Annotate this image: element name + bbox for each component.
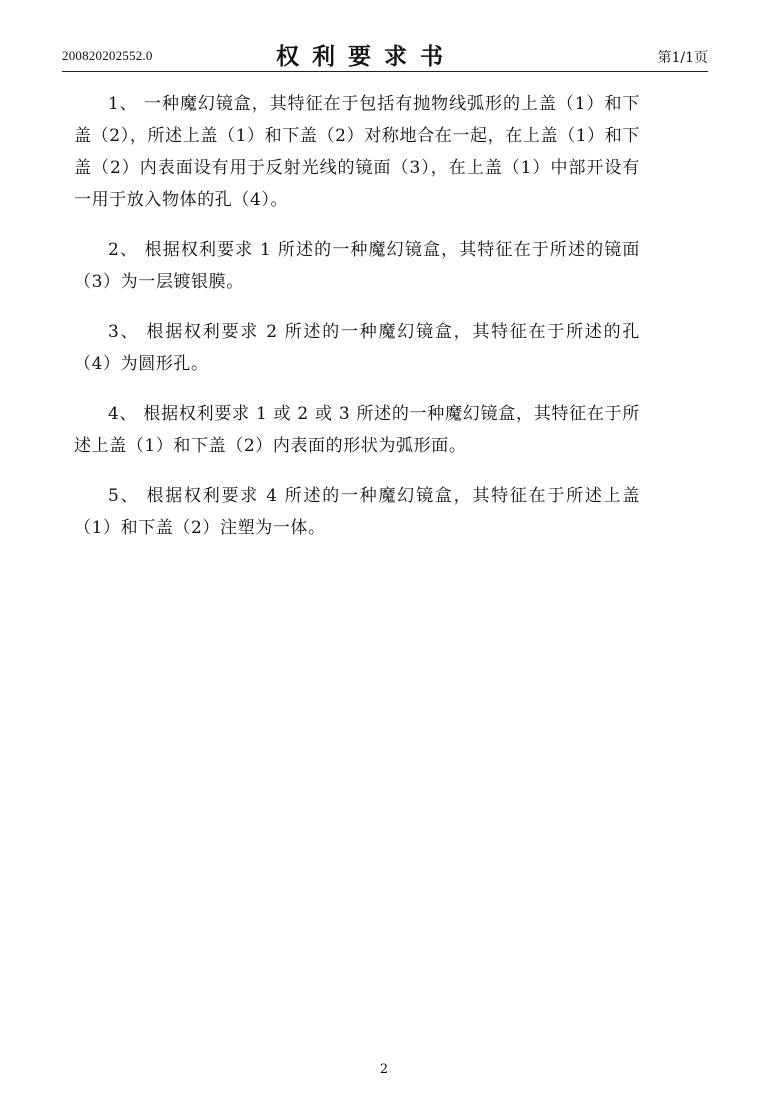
document-number: 200820202552.0 [62, 48, 153, 63]
claims-list [74, 88, 640, 562]
page-header [62, 36, 708, 70]
page-indicator: 第1/1页 [657, 50, 708, 66]
header-divider [62, 71, 708, 72]
claim-2: 2、 根据权利要求 1 所述的一种魔幻镜盒，其特征在于所述的镜面（3）为一层镀银膜。 [74, 240, 640, 292]
document-title: 权利要求书 [276, 43, 456, 70]
claim-5: 5、 根据权利要求 4 所述的一种魔幻镜盒，其特征在于所述上盖（1）和下盖（2）注塑为一体。 [74, 486, 640, 538]
footer-page-number: 2 [379, 1062, 389, 1077]
claim-4: 4、 根据权利要求 1 或 2 或 3 所述的一种魔幻镜盒，其特征在于所述上盖（1）和下盖（2）内表面的形状为弧形面。 [74, 404, 640, 456]
claim-1: 1、 一种魔幻镜盒，其特征在于包括有抛物线弧形的上盖（1）和下盖（2），所述上盖（1）和下盖（2）对称地合在一起，在上盖（1）和下盖（2）内表面设有用于反射光线的镜面（3），在上盖（1）中部开设有一用于放入物体的孔（4）。 [74, 94, 640, 210]
claim-3: 3、 根据权利要求 2 所述的一种魔幻镜盒，其特征在于所述的孔（4）为圆形孔。 [74, 322, 640, 374]
